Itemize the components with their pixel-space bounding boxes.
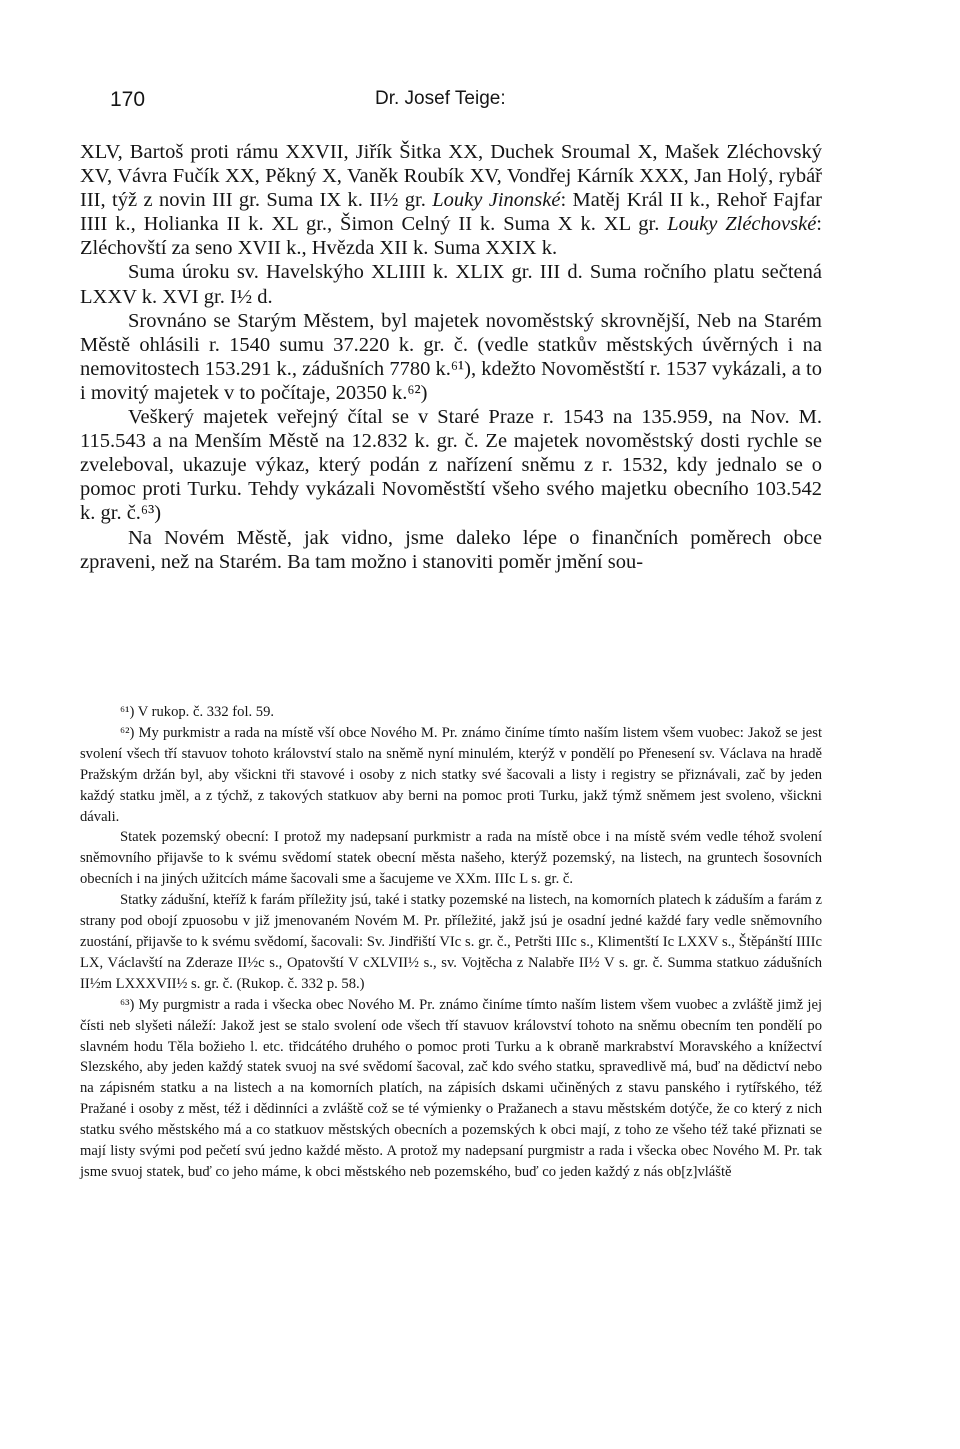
footnote-61: ⁶¹) V rukop. č. 332 fol. 59.: [120, 704, 275, 720]
place-name-jinonske: Louky Jinonské: [432, 189, 561, 212]
paragraph-1: [80, 140, 822, 260]
paragraph-4: Veškerý majetek veřejný čítal se v Staré Praze r. 1543 na 135.959, na Nov. M. 115.543 a na Menším Městě na 12.832 k. gr. č. Ze majetek novoměstský dosti rychle se zveleboval, ukazuje výkaz, který podán z nařízení sněmu z r. 1532, kdy jednalo se o pomoc proti Turku. Tehdy vykázali Novoměstští všeho svého majetku obecního 103.542 k. gr. č.⁶³): [80, 406, 822, 525]
page-header: [110, 88, 830, 118]
footnote-62: ⁶²) My purkmistr a rada na místě vší obce Nového M. Pr. známo činíme tímto naším listem všem vuobec: Jakož se jest svolení všech tří stavuov tohoto království stalo na sněmě nyní minulém, kterýž v pondělí po Přenesení sv. Václava na hradě Pražským držán byl, aby všickni tři stavové i osoby z nich statky své šacovali a listy i registry se přiznávali, zač by jeden každý statku jměl, a z týchž, z takových statkuov aby berni na pomoc proti Turku, jakž týmž sněmem jest svoleno, všickni dávali.: [80, 724, 822, 825]
main-text: [80, 140, 822, 574]
paragraph-1-part-a: XLV, Bartoš proti rámu XXVII, Jiřík Šitka XX, Duchek Sroumal X, Mašek Zléchovský XV, Vávra Fučík XX, Pěkný X, Vaněk Roubík XV, Vondřej Kárník XXX, Jan Holý, rybář III, týž z novin III gr. Suma IX k. II½ gr.: [80, 141, 822, 212]
page-number: 170: [110, 88, 146, 111]
paragraph-1-part-c: : Zléchovští za seno XVII k., Hvězda XII k. Suma XXIX k.: [80, 213, 822, 260]
footnotes: [80, 702, 822, 1183]
paragraph-1-part-b: : Matěj Král II k., Rehoř Fajfar IIII k., Holianka II k. XL gr., Šimon Celný II k. Suma X k. XL gr.: [80, 189, 823, 236]
paragraph-3: Srovnáno se Starým Městem, byl majetek novoměstský skrovnější, Neb na Starém Městě ohlásili r. 1540 sumu 37.220 k. gr. č. (vedle statkův městských úvěrných i na nemovitostech 153.291 k., zádušních 7780 k.⁶¹), kdežto Novoměstští r. 1537 vykázali, a to i movitý majetek v to počítaje, 20350 k.⁶²): [80, 309, 822, 404]
running-head: Dr. Josef Teige:: [375, 88, 506, 109]
footnote-62-statky-zadusni: Statky zádušní, kteříž k farám příležity jsú, také i statky pozemské na listech, na komorních platech k záduším a farám z strany pod obojí zpuosobu v již jmenovaném Novém M. Pr. příležité, jakž jsú je osadní jedné každé fary vedle sněmovního zuostání, přijavše to k svému svědomí, šacovali: Sv. Jindřiští VIc s. gr. č., Petršti IIIc s., Klimentští Ic LXXV s., Štěpánští IIIIc LX, Václavští na Zderaze II½c s., Opatovští V cXLVII½ s., sv. Vojtěcha z Nalabře II½ V s. gr. č. Summa statkuo zádušních II½m LXXXVII½ s. gr. č. (Rukop. č. 332 p. 58.): [80, 892, 822, 992]
footnote-63: ⁶³) My purgmistr a rada i všecka obec Nového M. Pr. známo činíme tímto naším listem všem vuobec a zvláště jimž jej čísti neb slyšeti náleží: Jakož jest se stalo svolení ode všech tří stavuov království tohoto na sněmu obecním ten pondělí po slavném hodu Těla božieho l. etc. třidcátého druhého o pomoc proti Turku a k obraně markrabství Moravského a knížectví Slezského, aby jeden každý statek svuoj na své svědomí šacoval, zač kdo svého statku, spravedlivě má, buď na dědictví nebo na zápisném statku a na listech a na komorních platích, na zápisích dskami učiněných z stavu panského i rytířského, též Pražané i osoby z měst, též i dědinníci a zvláště což se té výmienky o Pražanech a stavu městském dotýče, že co který z nich statku svého městského má a co statkuov městských obecních a pozemských k obci mají, z toho ze všeho též také přiznati se mají listy svými pod pečetí svú jedno každé město. A protož my nadepsaní purgmistr a rada i všecka obec Nového M. Pr. tak jsme svuoj statek, buď co jeho máme, k obci městského neb pozemského, buď co jeden každý z nás ob[z]vláště: [80, 996, 822, 1180]
place-name-zlechovske: Louky Zléchovské: [667, 213, 817, 236]
footnote-62-statek-pozemsky: Statek pozemský obecní: I protož my nadepsaní purkmistr a rada na místě obce i na místě svém vedle téhož svolení sněmovního přijavše to k svému svědomí statek obecní města našeho, kterýž pozemský, na listech, na gruntech šosovních obecních i na jiných užitcích máme šacovali sme a šacujeme ve XXm. IIIc L s. gr. č.: [80, 829, 822, 888]
paragraph-2: Suma úroku sv. Havelskýho XLIIII k. XLIX gr. III d. Suma ročního platu sečtená LXXV k. XVI gr. I½ d.: [80, 261, 822, 308]
paragraph-5: Na Novém Městě, jak vidno, jsme daleko lépe o finančních poměrech obce zpraveni, než na Starém. Ba tam možno i stanoviti poměr jmění sou-: [80, 526, 822, 573]
